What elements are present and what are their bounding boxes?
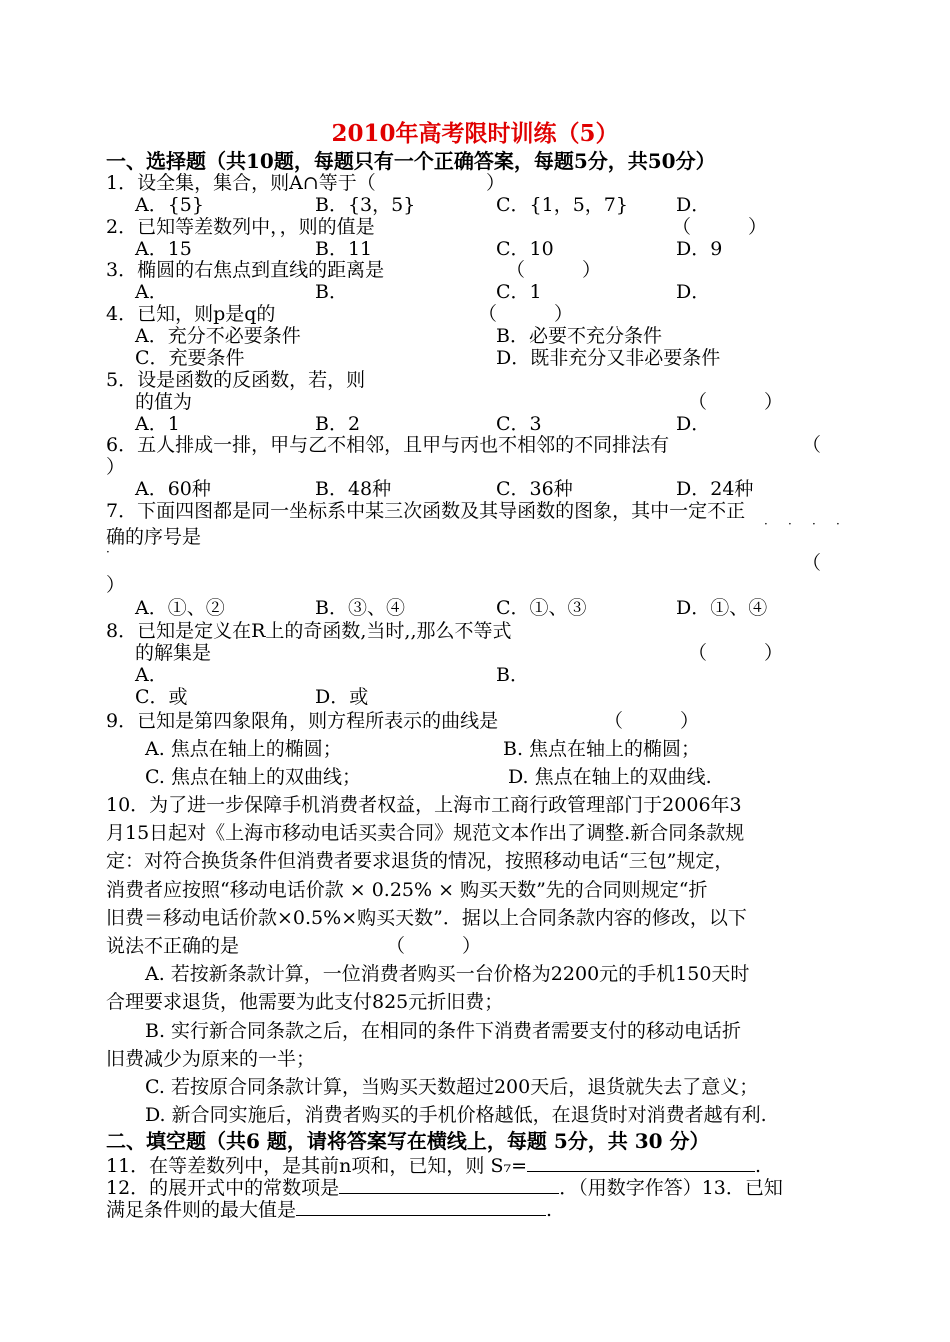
q9-option-d: D. 焦点在轴上的双曲线. bbox=[508, 766, 712, 788]
q8-option-b: B． bbox=[496, 664, 529, 686]
q7-paren-open: （ bbox=[802, 552, 822, 574]
q12-answer-blank[interactable] bbox=[339, 1175, 559, 1194]
emphasis-dot: · bbox=[836, 517, 840, 531]
q3-stem: 3．椭圆的右焦点到直线的距离是 bbox=[106, 259, 385, 281]
q13-stem: 满足条件则的最大值是 bbox=[106, 1199, 297, 1221]
q13-line bbox=[106, 1197, 552, 1221]
q7-stem-continued: 确的序号是 bbox=[106, 526, 202, 548]
q9-option-a: A. 焦点在轴上的椭圆； bbox=[145, 738, 342, 760]
q11-stem: 11．在等差数列中，是其前n项和，已知，则 S₇= bbox=[106, 1155, 528, 1177]
q6-paren-open: （ bbox=[802, 434, 822, 456]
q5-stem-continued: 的值为 bbox=[135, 391, 193, 413]
q12-line bbox=[106, 1175, 783, 1199]
q5-option-a: A．1 bbox=[135, 413, 180, 435]
q1-option-c: C．{1，5，7} bbox=[496, 194, 628, 216]
q9-answer-paren: （ ） bbox=[604, 710, 700, 732]
emphasis-dot: · bbox=[764, 517, 768, 531]
q6-option-b: B．48种 bbox=[315, 478, 392, 500]
q7-paren-close: ） bbox=[106, 574, 126, 596]
q1-option-d: D． bbox=[676, 194, 711, 216]
q7-option-b: B．③、④ bbox=[315, 597, 405, 619]
q8-stem-continued: 的解集是 bbox=[135, 642, 212, 664]
q10-option-a-continued: 合理要求退货，他需要为此支付825元折旧费； bbox=[106, 991, 504, 1013]
q4-stem: 4．已知，则p是q的 bbox=[106, 303, 276, 325]
q12-stem: 12．的展开式中的常数项是 bbox=[106, 1177, 340, 1199]
q2-answer-paren: （ ） bbox=[672, 216, 768, 238]
section-choice-heading: 一、选择题（共10题，每题只有一个正确答案，每题5分，共50分） bbox=[106, 149, 716, 173]
q11-line bbox=[106, 1153, 761, 1177]
q5-option-d: D． bbox=[676, 413, 711, 435]
q12-end: ．（用数字作答）13．已知 bbox=[559, 1177, 783, 1199]
q7-option-c: C．①、③ bbox=[496, 597, 587, 619]
q2-option-b: B．11 bbox=[315, 238, 373, 260]
q4-answer-paren: （ ） bbox=[478, 303, 574, 325]
emphasis-dot: · bbox=[812, 517, 816, 531]
q2-stem: 2．已知等差数列中，，则的值是 bbox=[106, 216, 375, 238]
q1-option-a: A．{5} bbox=[135, 194, 204, 216]
q2-option-a: A．15 bbox=[135, 238, 192, 260]
emphasis-dot: · bbox=[106, 545, 110, 559]
q1-answer-paren: ） bbox=[486, 172, 506, 194]
q9-option-b: B. 焦点在轴上的椭圆； bbox=[503, 738, 701, 760]
q6-paren-close: ） bbox=[106, 456, 126, 478]
q4-option-c: C．充要条件 bbox=[135, 347, 245, 369]
q10-option-a: A. 若按新条款计算，一位消费者购买一台价格为2200元的手机150天时 bbox=[145, 963, 750, 985]
q4-option-a: A．充分不必要条件 bbox=[135, 325, 301, 347]
q1-stem: 1．设全集，集合，则A∩等于（ bbox=[106, 172, 376, 194]
q13-end: . bbox=[546, 1199, 553, 1221]
q11-end: . bbox=[755, 1155, 762, 1177]
page-title: 2010年高考限时训练（5） bbox=[331, 120, 619, 147]
q10-answer-paren: （ ） bbox=[386, 935, 482, 957]
section-fill-heading: 二、填空题（共6 题，请将答案写在横线上，每题 5分，共 30 分） bbox=[106, 1129, 710, 1153]
q8-option-d: D．或 bbox=[315, 686, 369, 708]
q10-option-b: B. 实行新合同条款之后，在相同的条件下消费者需要支付的移动电话折 bbox=[145, 1020, 742, 1042]
q5-option-b: B．2 bbox=[315, 413, 361, 435]
q10-stem-line: 10．为了进一步保障手机消费者权益，上海市工商行政管理部门于2006年3 bbox=[106, 794, 742, 816]
emphasis-dot: · bbox=[788, 517, 792, 531]
q9-stem: 9．已知是第四象限角，则方程所表示的曲线是 bbox=[106, 710, 499, 732]
q2-option-c: C．10 bbox=[496, 238, 554, 260]
q7-stem: 7．下面四图都是同一坐标系中某三次函数及其导函数的图象，其中一定不正 bbox=[106, 500, 746, 522]
q8-answer-paren: （ ） bbox=[688, 642, 784, 664]
q10-option-b-continued: 旧费减少为原来的一半； bbox=[106, 1048, 316, 1070]
q10-stem-line: 消费者应按照“移动电话价款 × 0.25% × 购买天数”先的合同则规定“折 bbox=[106, 879, 708, 901]
q10-stem-line: 定：对符合换货条件但消费者要求退货的情况，按照移动电话“三包”规定， bbox=[106, 850, 734, 872]
q4-option-b: B．必要不充分条件 bbox=[496, 325, 662, 347]
q8-stem: 8．已知是定义在R上的奇函数,当时,,那么不等式 bbox=[106, 620, 512, 642]
q10-stem-line: 月15日起对《上海市移动电话买卖合同》规范文本作出了调整.新合同条款规 bbox=[106, 822, 745, 844]
q10-stem-line: 旧费＝移动电话价款×0.5%×购买天数”．据以上合同条款内容的修改，以下 bbox=[106, 907, 747, 929]
q5-answer-paren: （ ） bbox=[688, 391, 784, 413]
q3-option-b: B． bbox=[315, 281, 348, 303]
q5-stem: 5．设是函数的反函数，若，则 bbox=[106, 369, 366, 391]
q3-option-c: C．1 bbox=[496, 281, 542, 303]
q4-option-d: D．既非充分又非必要条件 bbox=[496, 347, 721, 369]
q6-option-a: A．60种 bbox=[135, 478, 211, 500]
q10-option-c: C. 若按原合同条款计算，当购买天数超过200天后，退货就失去了意义； bbox=[145, 1076, 759, 1098]
q3-option-a: A． bbox=[135, 281, 168, 303]
q10-stem-line: 说法不正确的是 bbox=[106, 935, 240, 957]
q7-option-a: A．①、② bbox=[135, 597, 225, 619]
q5-option-c: C．3 bbox=[496, 413, 542, 435]
q3-option-d: D． bbox=[676, 281, 711, 303]
q7-option-d: D．①、④ bbox=[676, 597, 768, 619]
q13-answer-blank[interactable] bbox=[296, 1197, 546, 1216]
q6-option-c: C．36种 bbox=[496, 478, 573, 500]
q6-stem: 6．五人排成一排，甲与乙不相邻，且甲与丙也不相邻的不同排法有 bbox=[106, 434, 670, 456]
q3-answer-paren: （ ） bbox=[506, 259, 602, 281]
q11-answer-blank[interactable] bbox=[527, 1153, 755, 1172]
q2-option-d: D．9 bbox=[676, 238, 723, 260]
q6-option-d: D．24种 bbox=[676, 478, 754, 500]
q8-option-a: A． bbox=[135, 664, 168, 686]
q1-option-b: B．{3，5} bbox=[315, 194, 416, 216]
q10-option-d: D. 新合同实施后，消费者购买的手机价格越低，在退货时对消费者越有利. bbox=[145, 1104, 767, 1126]
q8-option-c: C．或 bbox=[135, 686, 188, 708]
q9-option-c: C. 焦点在轴上的双曲线； bbox=[145, 766, 361, 788]
